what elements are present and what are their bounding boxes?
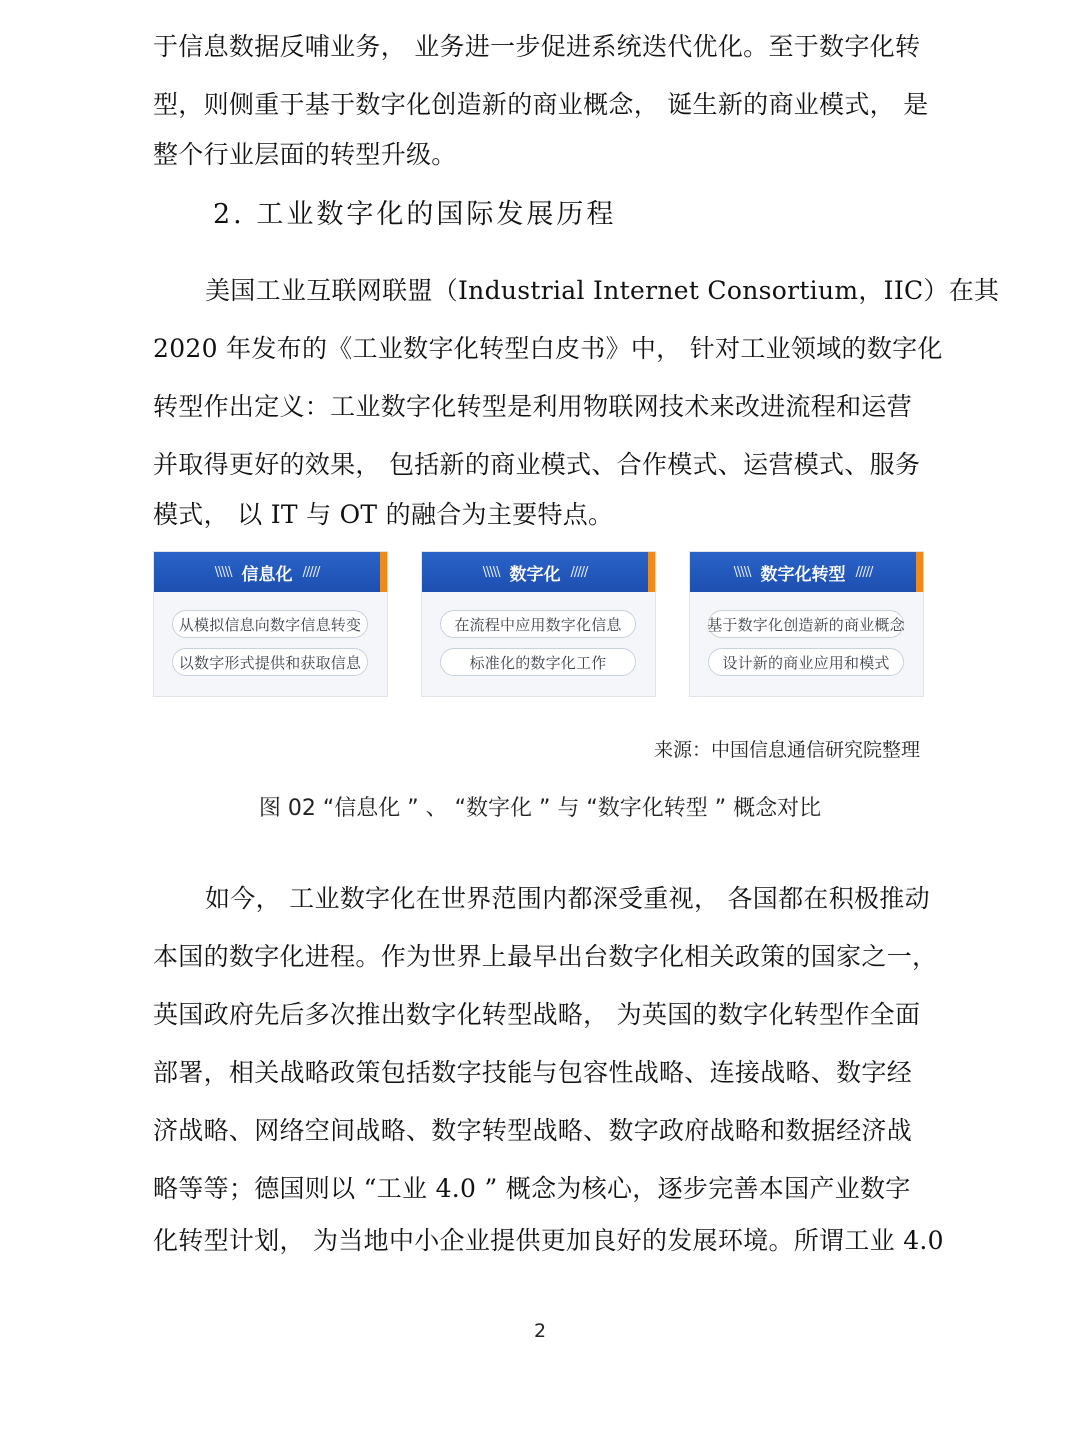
panel-header <box>422 552 655 592</box>
text-line: 于信息数据反哺业务， 业务进一步促进系统迭代优化。至于数字化转 <box>153 32 921 61</box>
panel-digitization <box>421 551 656 697</box>
concept-pill: 从模拟信息向数字信息转变 <box>172 610 368 638</box>
text-line: 本国的数字化进程。作为世界上最早出台数字化相关政策的国家之一， <box>153 942 938 971</box>
panel-title: 数字化转型 <box>760 564 846 585</box>
panel-header <box>690 552 923 592</box>
concept-pill: 标准化的数字化工作 <box>440 648 636 676</box>
panel-title: 数字化 <box>509 564 561 585</box>
concept-pill: 设计新的商业应用和模式 <box>708 648 904 676</box>
text-line: 英国政府先后多次推出数字化转型战略， 为英国的数字化转型作全面 <box>153 1000 921 1029</box>
text-line: 整个行业层面的转型升级。 <box>153 140 457 169</box>
text-line: 并取得更好的效果， 包括新的商业模式、合作模式、运营模式、服务 <box>153 450 921 479</box>
paragraph-intro-continuation <box>153 18 953 184</box>
header-decoration-left: \\\\\ <box>214 564 232 580</box>
text-line: 部署，相关战略政策包括数字技能与包容性战略、连接战略、数字经 <box>153 1058 913 1087</box>
header-decoration-left: \\\\\ <box>733 564 751 580</box>
concept-comparison-figure <box>153 551 928 699</box>
paragraph-international-development <box>153 870 953 1270</box>
panel-header <box>154 552 387 592</box>
figure-source: 来源：中国信息通信研究院整理 <box>654 739 921 761</box>
header-decoration-right: ///// <box>570 564 588 580</box>
header-decoration-right: ///// <box>855 564 873 580</box>
panel-digital-transformation <box>689 551 924 697</box>
text-line: 略等等；德国则以 “工业 4.0 ” 概念为核心，逐步完善本国产业数字 <box>153 1174 911 1203</box>
page-number: 2 <box>533 1320 547 1342</box>
text-line: 模式， 以 IT 与 OT 的融合为主要特点。 <box>153 500 614 529</box>
text-line: 济战略、网络空间战略、数字转型战略、数字政府战略和数据经济战 <box>153 1116 913 1145</box>
concept-pill: 以数字形式提供和获取信息 <box>172 648 368 676</box>
figure-caption: 图 02 “信息化 ” 、 “数字化 ” 与 “数字化转型 ” 概念对比 <box>258 796 822 821</box>
text-line: 美国工业互联网联盟（Industrial Internet Consortium，IIC）在其 <box>205 276 1000 305</box>
concept-pill: 在流程中应用数字化信息 <box>440 610 636 638</box>
section-heading: 2. 工业数字化的国际发展历程 <box>213 199 617 230</box>
header-decoration-right: ///// <box>302 564 320 580</box>
concept-pill: 基于数字化创造新的商业概念 <box>708 610 904 638</box>
text-line: 转型作出定义：工业数字化转型是利用物联网技术来改进流程和运营 <box>153 392 913 421</box>
text-line: 型，则侧重于基于数字化创造新的商业概念， 诞生新的商业模式， 是 <box>153 90 929 119</box>
panel-informatization <box>153 551 388 697</box>
text-line: 如今， 工业数字化在世界范围内都深受重视， 各国都在积极推动 <box>205 884 930 913</box>
header-decoration-left: \\\\\ <box>482 564 500 580</box>
text-line: 化转型计划， 为当地中小企业提供更加良好的发展环境。所谓工业 4.0 <box>153 1226 944 1255</box>
paragraph-iic-definition <box>153 262 1000 544</box>
panel-title: 信息化 <box>241 564 293 585</box>
text-line: 2020 年发布的《工业数字化转型白皮书》中， 针对工业领域的数字化 <box>153 334 943 363</box>
